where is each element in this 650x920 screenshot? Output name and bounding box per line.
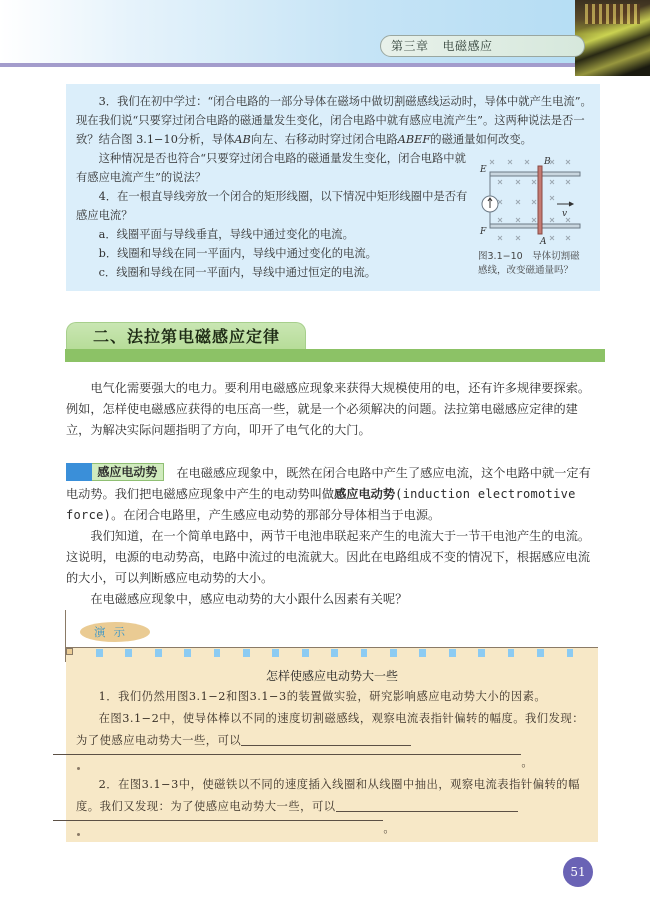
page-number: 51: [563, 857, 593, 887]
demo-item-2: 2．在图3.1−3中，使磁铁以不同的速度插入线圈和从线圈中抽出，观察电流表指针偏转的幅度。我们又发现：为了使感应电动势大一些，可以 。: [76, 774, 584, 840]
demo-title: 怎样使感应电动势大一些: [265, 669, 398, 683]
svg-text:v: v: [562, 209, 568, 219]
answer-blank-2b[interactable]: [53, 820, 383, 821]
chapter-title: 电磁感应: [442, 39, 493, 53]
emf-section: [66, 463, 598, 610]
circuit-diagram-icon: [470, 152, 600, 252]
keyword-tag: 感应电动势: [66, 463, 164, 481]
question-3-follow: 这种情况是否也符合“只要穿过闭合电路的磁通量发生变化，闭合电路中就有感应电流产生”的说法？: [76, 152, 466, 184]
question-paragraph: 在电磁感应现象中，感应电动势的大小跟什么因素有关呢？: [90, 592, 408, 606]
answer-blank-1b[interactable]: [53, 754, 521, 755]
question-4: 4．在一根直导线旁放一个闭合的矩形线圈，以下情况中矩形线圈中是否有感应电流？: [76, 190, 468, 222]
section-heading-bar: [65, 349, 605, 362]
svg-text:F: F: [480, 227, 487, 237]
intro-paragraph: 电气化需要强大的电力。要利用电磁感应现象来获得大规模使用的电，还有许多规律要探索。例如，怎样使电磁感应获得的电压高一些，就是一个必须解决的问题。法拉第电磁感应定律的建立，为解决实际问题指明了方向，叩开了电气化的大门。: [66, 381, 591, 437]
svg-text:B: B: [544, 157, 551, 167]
discussion-box: [66, 84, 600, 291]
svg-text:A: A: [540, 237, 547, 247]
emf-english-term: (induction electromotive force): [66, 487, 576, 522]
demo-text: [76, 686, 584, 840]
option-c: c．线圈和导线在同一平面内，导线中通过恒定的电流。: [98, 266, 377, 279]
demo-dotted-border: [96, 649, 596, 657]
section-heading: 二、法拉第电磁感应定律: [66, 322, 306, 350]
demo-corner-mark: [66, 648, 73, 655]
emf-definition: 感应电动势 在电磁感应现象中，既然在闭合电路中产生了感应电流，这个电路中就一定有电动势。我们把电磁感应现象中产生的电动势叫做感应电动势(induction electromotive force)。在闭合电路里，产生感应电动势的那部分导体相当于电源。: [66, 465, 591, 522]
demo-item-1: 1．我们仍然用图3.1−2和图3.1−3的装置做实验，研究影响感应电动势大小的因素。: [98, 690, 547, 703]
svg-text:E: E: [480, 165, 487, 175]
option-a: a．线圈平面与导线垂直，导线中通过变化的电流。: [98, 228, 354, 241]
battery-paragraph: 我们知道，在一个简单电路中，两节干电池串联起来产生的电流大于一节干电池产生的电流。这说明，电源的电动势高，电路中流过的电流就大。因此在电路组成不变的情况下，根据感应电流的大小，可以判断感应电动势的大小。: [66, 529, 591, 585]
answer-blank-1a[interactable]: [241, 745, 411, 746]
question-3: 3．我们在初中学过：“闭合电路的一部分导体在磁场中做切割磁感线运动时，导体中就产生电流”。现在我们说“只要穿过闭合电路的磁通量发生变化，闭合电路中就有感应电流产生”。这两种说法是否一致？结合图 3.1−10分析，导体AB向左、右移动时穿过闭合电路ABEF的磁通量如何改变。: [76, 95, 592, 146]
answer-blank-2a[interactable]: [336, 811, 518, 812]
demo-item-1b: 在图3.1−2中，使导体棒以不同的速度切割磁感线，观察电流表指针偏转的幅度。我们发现：为了使感应电动势大一些，可以 。: [76, 708, 584, 774]
emf-term: 感应电动势: [334, 487, 396, 501]
demo-label: 演示: [80, 622, 150, 642]
chapter-number: 第三章: [391, 39, 429, 53]
option-b: b．线圈和导线在同一平面内，导线中通过变化的电流。: [98, 247, 377, 260]
figure-3-1-10: [470, 152, 600, 282]
figure-caption: 图3.1−10 导体切割磁 感线，改变磁通量吗？: [478, 251, 580, 276]
header-city-photo: [575, 0, 650, 76]
header-stripe: [0, 63, 650, 67]
chapter-label: [380, 35, 585, 57]
